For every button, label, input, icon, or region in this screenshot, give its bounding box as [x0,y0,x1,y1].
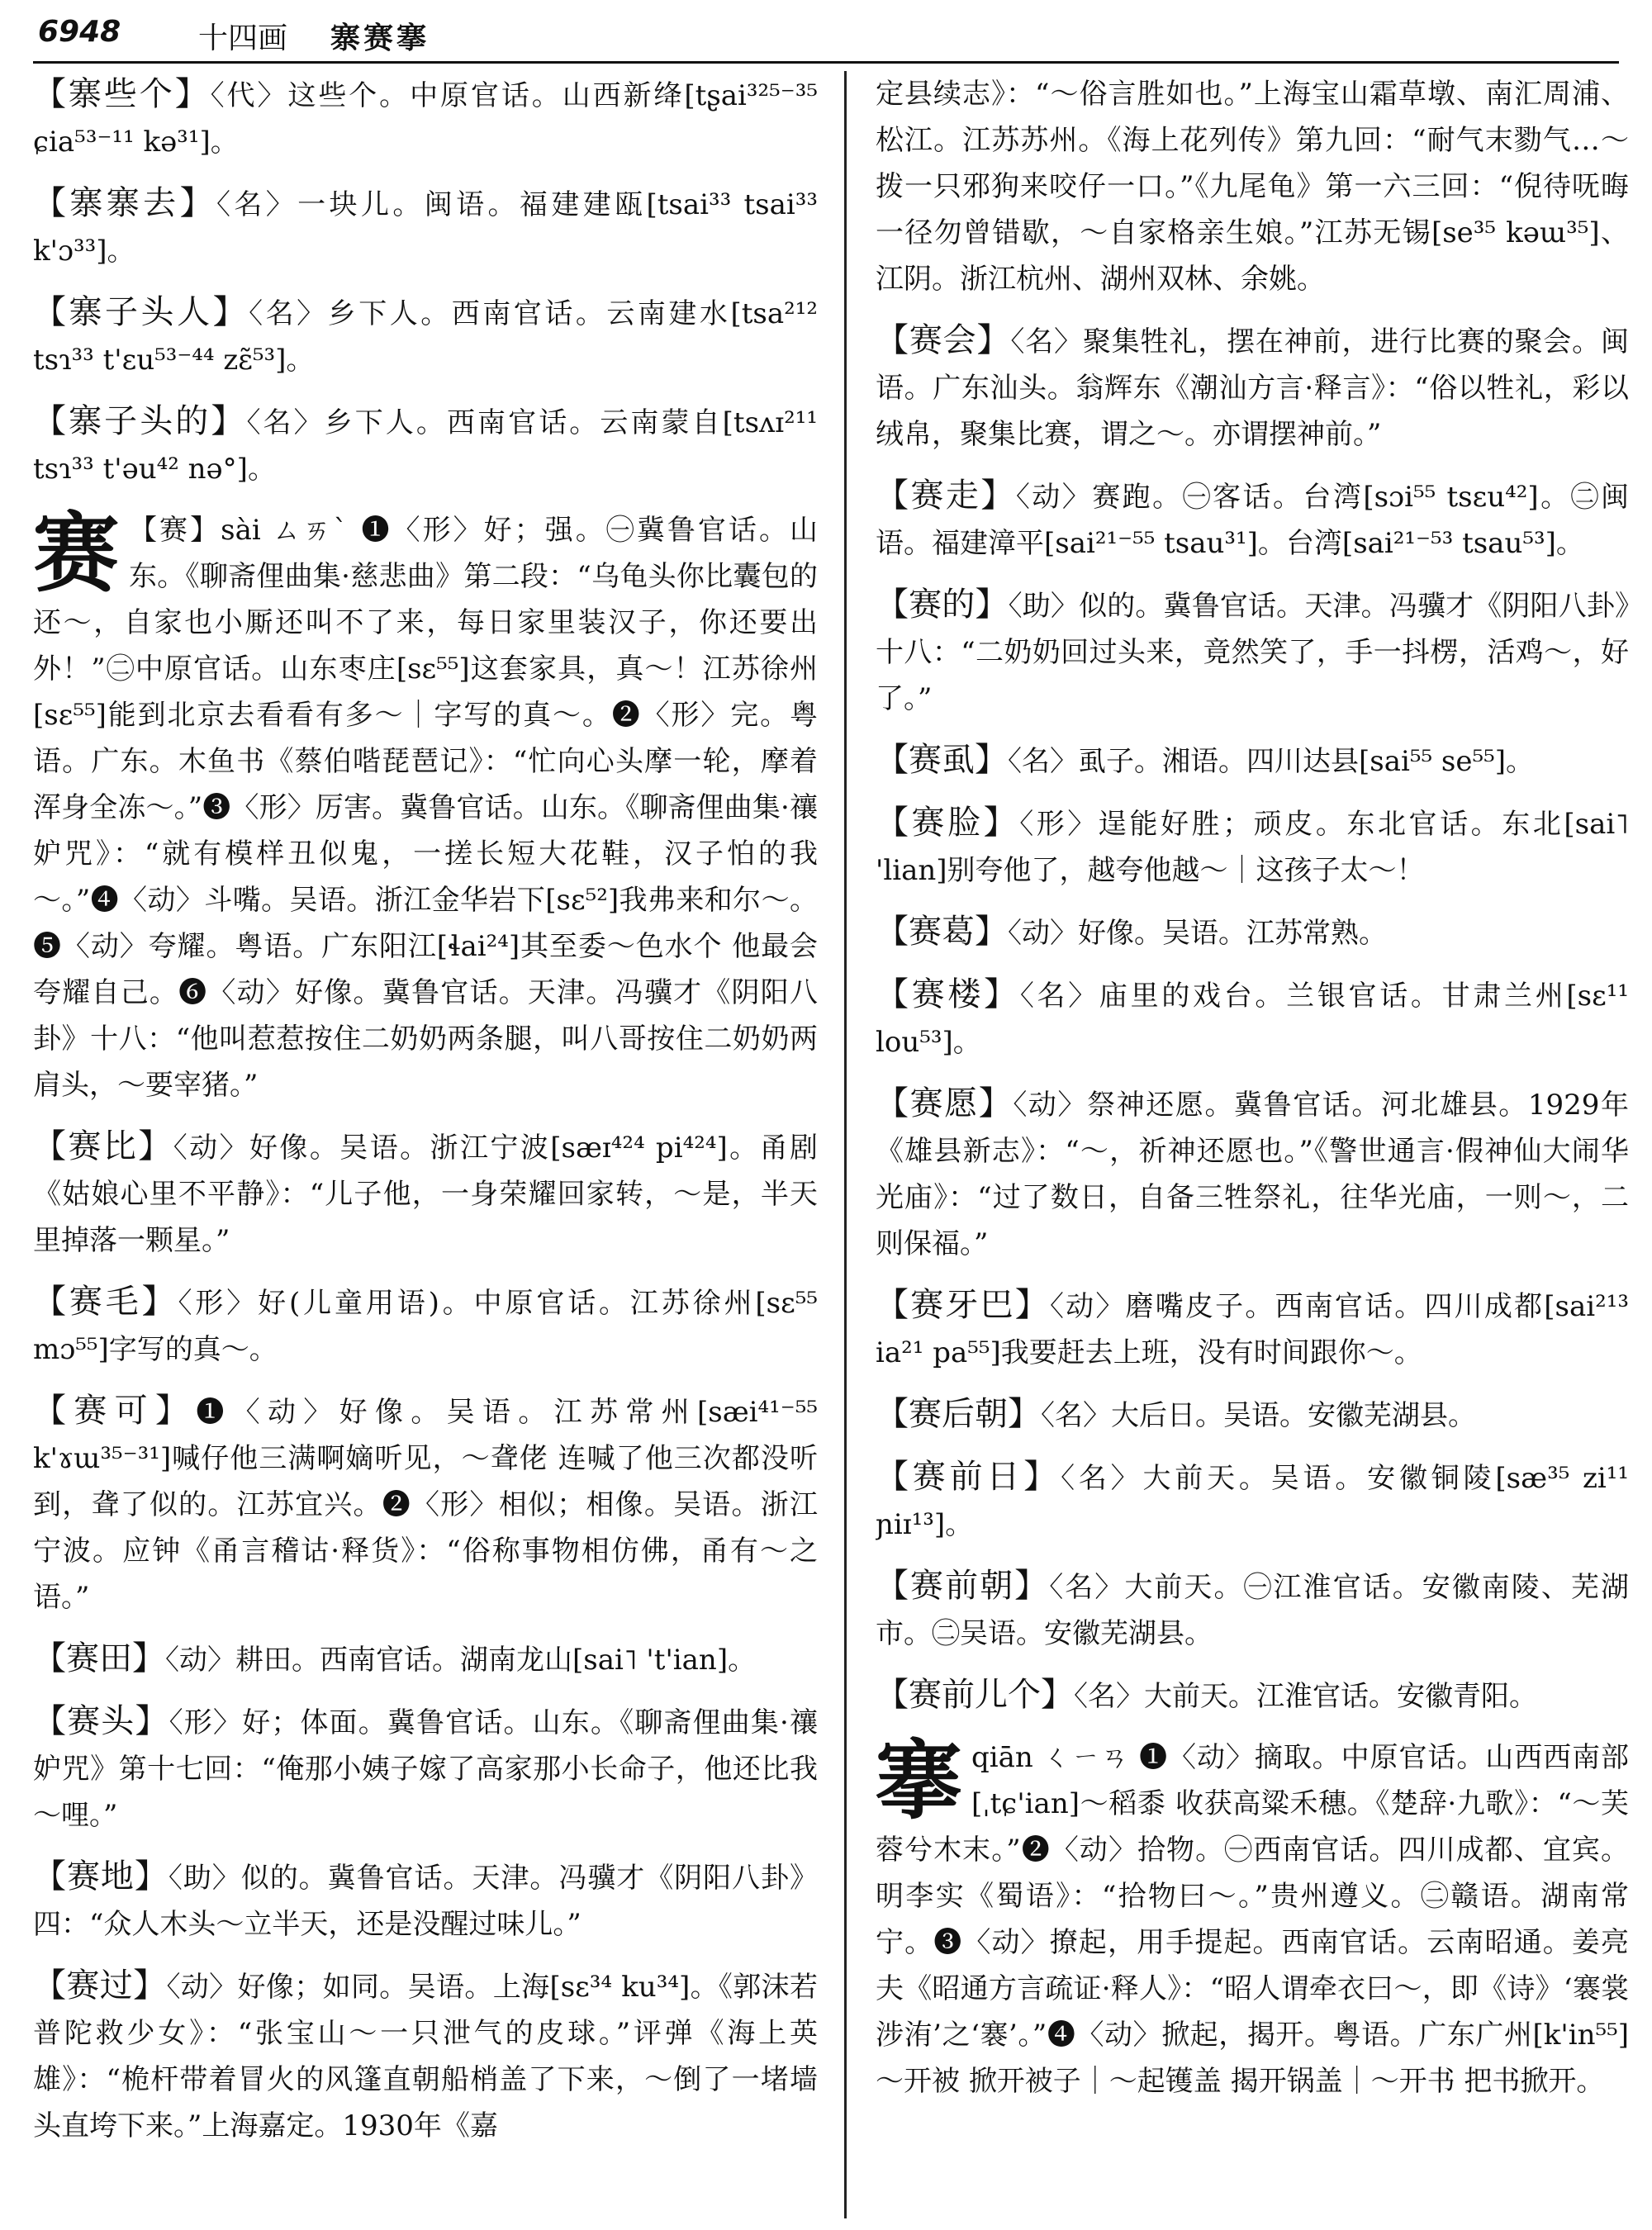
dictionary-entry [876,1282,1629,1376]
entry-definition: 【赛】sài ㄙㄞˋ ❶〈形〉好；强。㊀冀鲁官话。山东。《聊斋俚曲集·慈悲曲》第二段：“乌龟头你比囊包的还～，自家也小厮还叫不了来，每日家里装汉子，你还要出外！”㊁中原官话。山东枣庄[sɛ⁵⁵]这套家具，真～！江苏徐州[sɛ⁵⁵]能到北京去看看有多～｜字写的真～。❷〈形〉完。粤语。广东。木鱼书《蔡伯喈琵琶记》：“忙向心头摩一轮，摩着浑身全冻～。”❸〈形〉厉害。冀鲁官话。山东。《聊斋俚曲集·禳妒咒》：“就有模样丑似鬼，一搓长短大花鞋，汉子怕的我～。”❹〈动〉斗嘴。吴语。浙江金华岩下[sɛ⁵²]我弗来和尔～。❺〈动〉夸耀。粤语。广东阳江[ɬai²⁴]其至委～色水个 他最会夸耀自己。❻〈动〉好像。冀鲁官话。天津。冯骥才《阴阳八卦》十八：“他叫惹惹按住二奶奶两条腿，叫八哥按住二奶奶两肩头，～要宰猪。” [33,514,818,1102]
entry-definition: 〈动〉好像；如同。吴语。上海[sɛ³⁴ ku³⁴]。《郭沫若普陀救少女》：“张宝山～一只泄气的皮球。”评弹《海上英雄》：“桅杆带着冒火的风篷直朝船梢盖了下来，～倒了一堵墙头直垮下来。”上海嘉定。1930年《嘉 [33,1971,818,2142]
entry-definition: ❶〈动〉好像。吴语。江苏常州[sæi⁴¹⁻⁵⁵ k'ɤɯ³⁵⁻³¹]喊仔他三满啊嫡听见，～聋佬 连喊了他三次都没听到，聋了似的。江苏宜兴。❷〈形〉相似；相像。吴语。浙江宁波。应钟《甬言稽诂·释货》：“俗称事物相仿佛，甬有～之语。” [33,1396,818,1614]
entry-definition: 〈动〉赛跑。㊀客话。台湾[sɔi⁵⁵ tsɛu⁴²]。㊁闽语。福建漳平[sai²¹⁻⁵⁵ tsau³¹]。台湾[sai²¹⁻⁵³ tsau⁵³]。 [876,481,1629,560]
entry-definition: 〈名〉聚集牲礼，摆在神前，进行比赛的聚会。闽语。广东汕头。翁辉东《潮汕方言·释言》：“俗以牲礼，彩以绒帛，聚集比赛，谓之～。亦谓摆神前。” [876,325,1629,451]
entry-headword: 【赛前朝】 [876,1567,1050,1605]
entry-headword: 【赛过】 [33,1967,167,2005]
stroke-count: 十四画 [198,21,288,55]
column-divider [844,71,847,2218]
entry-headword: 【赛后朝】 [876,1395,1041,1433]
entry-definition: 〈助〉似的。冀鲁官话。天津。冯骥才《阴阳八卦》四：“众人木头～立半天，还是没醒过味儿。” [33,1862,818,1941]
entry-definition: 〈动〉磨嘴皮子。西南官话。四川成都[sai²¹³ ia²¹ pa⁵⁵]我要赶去上班，没有时间跟你～。 [876,1290,1629,1369]
entry-headword: 【赛田】 [33,1639,165,1677]
entry-headword: 【寨子头人】 [33,293,249,331]
dictionary-entry [876,472,1629,567]
main-character: 搴 [876,1729,962,1831]
dictionary-entry [33,1635,818,1683]
entry-headword: 【寨寨去】 [33,184,216,222]
entry-headword: 【寨子头的】 [33,402,247,440]
page-number: 6948 [38,15,121,49]
left-column [33,71,818,2218]
entry-headword: 【赛头】 [33,1702,169,1740]
entry-headword: 【寨些个】 [33,75,211,113]
header-characters: 寨赛搴 [330,21,430,55]
dictionary-entry [876,799,1629,894]
dictionary-entry [876,971,1629,1065]
dictionary-entry [876,737,1629,785]
dictionary-entry [33,1123,818,1264]
dictionary-entry [876,1080,1629,1267]
entry-definition: 〈名〉乡下人。西南官话。云南蒙自[tsʌɪ²¹¹ tsɿ³³ t'əu⁴² nə°]。 [33,406,818,486]
entry-headword: 【赛前日】 [876,1458,1061,1496]
entry-headword: 【赛走】 [876,477,1016,515]
entry-headword: 【赛会】 [876,321,1011,359]
entry-definition: 〈名〉大前天。㊀江淮官话。安徽南陵、芜湖市。㊁吴语。安徽芜湖县。 [876,1571,1629,1650]
page-header [33,13,1619,64]
entry-headword: 【赛牙巴】 [876,1286,1050,1324]
entry-headword: 【赛楼】 [876,975,1020,1013]
entry-definition: 〈动〉好像。吴语。江苏常熟。 [1008,917,1387,950]
entry-headword: 【赛毛】 [33,1283,178,1321]
entry-definition: qiān ㄑㄧㄢ ❶〈动〉摘取。中原官话。山西西南部[ˌtɕ'ian]～稻黍 收获高粱禾穗。《楚辞·九歌》：“～芙蓉兮木末。”❷〈动〉拾物。㊀西南官话。四川成都、宜宾。明李实《蜀语》：“拾物曰～。”贵州遵义。㊁赣语。湖南常宁。❸〈动〉撩起，用手提起。西南官话。云南昭通。姜亮夫《昭通方言疏证·释人》：“昭人谓牵衣曰～，即《诗》‘褰裳涉洧’之‘褰’。”❹〈动〉掀起，揭开。粤语。广东广州[k'in⁵⁵]～开被 掀开被子｜～起镬盖 揭开锅盖｜～开书 把书掀开。 [876,1741,1629,2098]
entry-definition: 〈动〉祭神还愿。冀鲁官话。河北雄县。1929年《雄县新志》：“～，祈神还愿也。”《警世通言·假神仙大闹华光庙》：“过了数日，自备三牲祭礼，往华光庙，一则～，二则保福。” [876,1089,1629,1260]
main-character-entry-qian [876,1729,1629,2104]
entry-definition: 〈名〉一块儿。闽语。福建建瓯[tsai³³ tsai³³ k'ɔ³³]。 [33,188,818,268]
entry-headword: 【赛比】 [33,1127,173,1165]
dictionary-entry [33,1962,818,2149]
entry-definition: 〈动〉好像。吴语。浙江宁波[sæɪ⁴²⁴ pi⁴²⁴]。甬剧《姑娘心里不平静》：“儿子他，一身荣耀回家转，～是，半天里掉落一颗星。” [33,1132,818,1257]
entry-definition: 〈名〉庙里的戏台。兰银官话。甘肃兰州[sɛ¹¹ lou⁵³]。 [876,980,1629,1059]
entry-headword: 【赛的】 [876,586,1009,624]
entry-definition: 〈名〉大前天。吴语。安徽铜陵[sæ³⁵ zi¹¹ ɲiɪ¹³]。 [876,1462,1629,1541]
continued-text: 定县续志》：“～俗言胜如也。”上海宝山霜草墩、南汇周浦、松江。江苏苏州。《海上花列传》第九回：“耐气末勠气…～拨一只邪狗来咬仔一口。”《九尾龟》第一六三回：“倪待呒晦一径勿曾错歇，～自家格亲生娘。”江苏无锡[se³⁵ kəɯ³⁵]、江阴。浙江杭州、湖州双林、余姚。 [876,78,1629,296]
entry-headword: 【赛葛】 [876,913,1008,951]
entry-definition: 〈名〉大后日。吴语。安徽芜湖县。 [1041,1399,1476,1432]
entry-headword: 【赛脸】 [876,804,1020,842]
dictionary-entry [33,398,818,492]
entry-definition: 〈形〉好；体面。冀鲁官话。山东。《聊斋俚曲集·禳妒咒》第十七回：“俺那小姨子嫁了高家那小长命子，他还比我～哩。” [33,1706,818,1832]
dictionary-entry [876,1454,1629,1548]
dictionary-entry [876,581,1629,722]
dictionary-entry [33,1388,818,1620]
dictionary-entry [33,180,818,274]
entry-definition: 〈助〉似的。冀鲁官话。天津。冯骥才《阴阳八卦》十八：“二奶奶回过头来，竟然笑了，手一抖楞，活鸡～，好了。” [876,590,1629,715]
entry-definition: 〈形〉逞能好胜；顽皮。东北官话。东北[sai˥ 'lian]别夸他了，越夸他越～｜这孩子太～！ [876,808,1629,887]
dictionary-entry [876,317,1629,458]
entry-headword: 【赛前儿个】 [876,1676,1074,1714]
main-character-entry-sai [33,502,818,1108]
main-character: 赛 [33,502,120,604]
entry-headword: 【赛虱】 [876,741,1008,779]
dictionary-entry [876,909,1629,956]
dictionary-entry [876,1563,1629,1657]
entry-headword: 【赛可】 [33,1392,197,1430]
entry-definition: 〈名〉大前天。江淮官话。安徽青阳。 [1074,1680,1537,1713]
entry-definition: 〈形〉好(儿童用语)。中原官话。江苏徐州[sɛ⁵⁵ mɔ⁵⁵]字写的真～。 [33,1287,818,1366]
entry-definition: 〈名〉乡下人。西南官话。云南建水[tsa²¹² tsɿ³³ t'ɛu⁵³⁻⁴⁴ zɛ̃⁵³]。 [33,297,818,377]
entry-definition: 〈动〉耕田。西南官话。湖南龙山[sai˥ 't'ian]。 [165,1644,757,1677]
entry-definition: 〈名〉虱子。湘语。四川达县[sai⁵⁵ se⁵⁵]。 [1008,745,1535,778]
dictionary-entry [33,1698,818,1839]
dictionary-entry [33,1853,818,1948]
dictionary-entry [876,1672,1629,1720]
dictionary-entry [33,1279,818,1373]
entry-definition: 〈代〉这些个。中原官话。山西新绛[tʂai³²⁵⁻³⁵ ɕia⁵³⁻¹¹ kə³¹]。 [33,79,818,159]
dictionary-entry [33,71,818,165]
right-column [876,71,1629,2218]
entry-headword: 【赛愿】 [876,1084,1014,1122]
entry-headword: 【赛地】 [33,1858,169,1896]
dictionary-entry [876,1391,1629,1439]
dictionary-entry [33,289,818,383]
